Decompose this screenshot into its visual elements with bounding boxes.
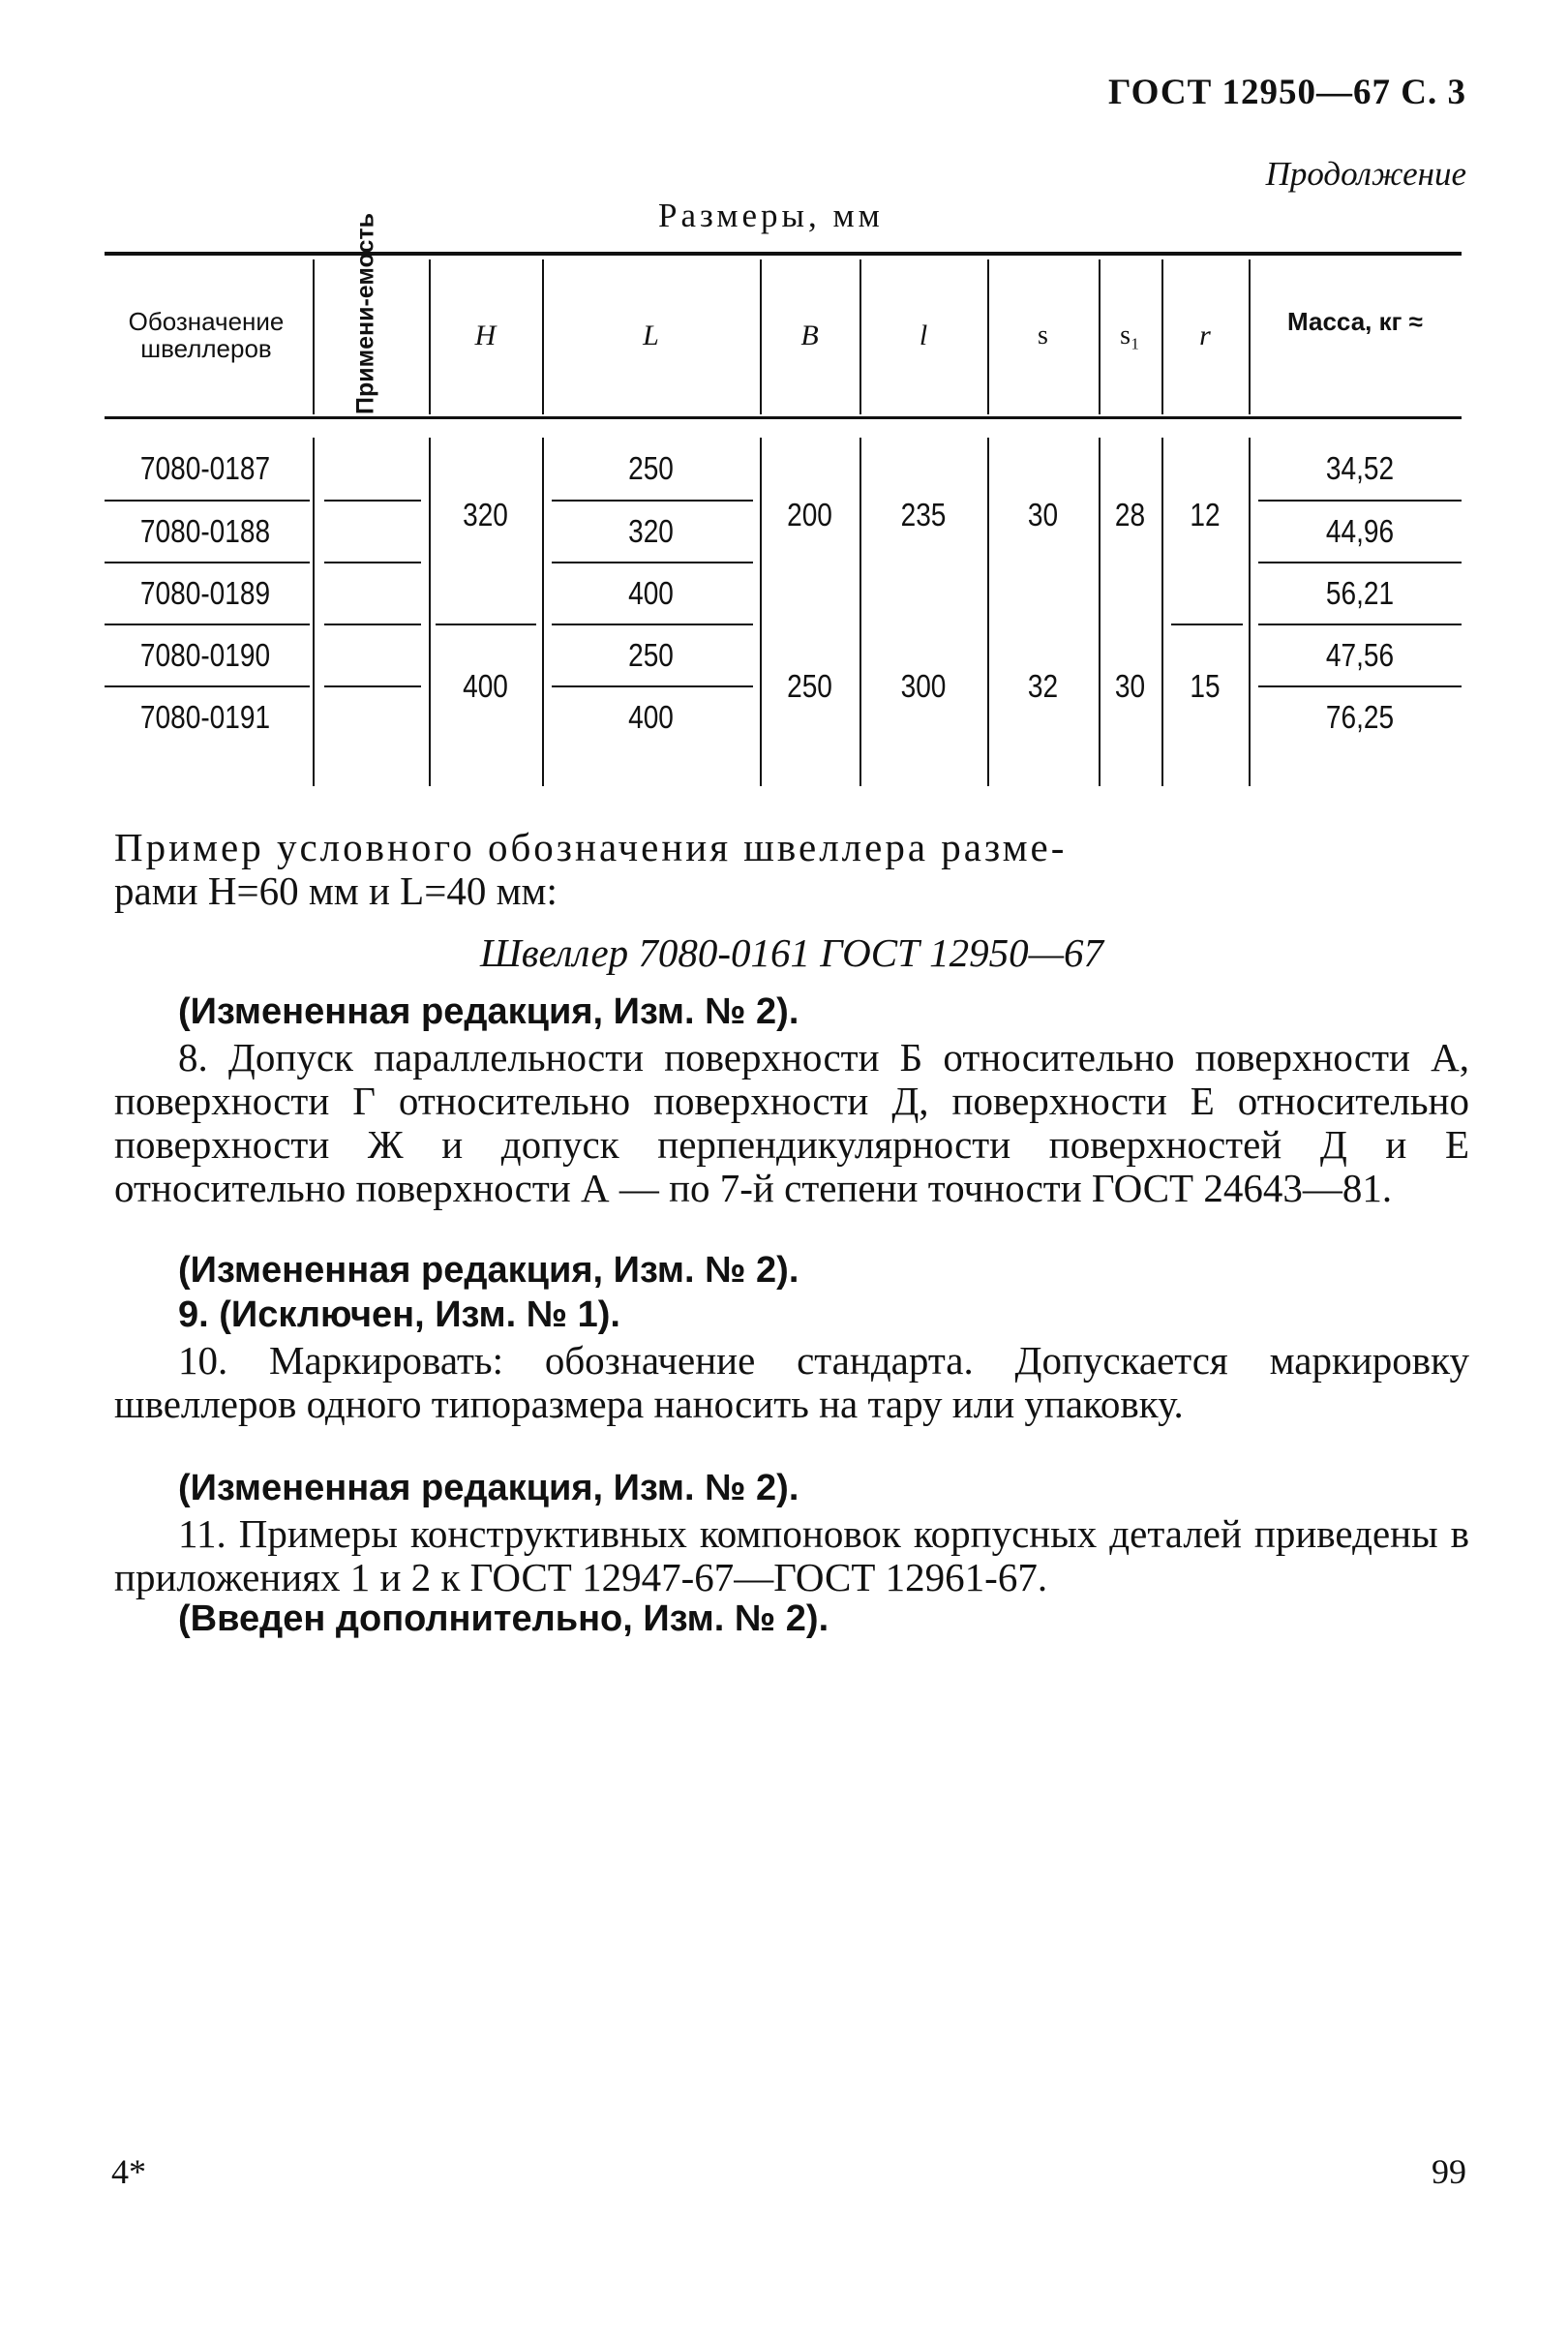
divider [1249,259,1251,414]
divider [313,438,315,786]
cell-mass: 47,56 [1325,637,1395,673]
item-9: 9. (Исключен, Изм. № 1). [178,1294,620,1335]
col-L-header: L [643,320,659,351]
cell-mass: 56,21 [1325,575,1395,611]
row-separator [324,500,421,502]
cell-H-group2: 400 [463,668,508,704]
cell-l-group2: 300 [900,668,947,704]
row-separator [552,500,753,502]
row-separator [324,624,421,625]
row-separator [1258,500,1462,502]
cell-mass: 44,96 [1325,513,1395,549]
row-separator [1171,624,1243,625]
example-designation: Швеллер 7080-0161 ГОСТ 12950—67 [479,930,1104,975]
cell-L: 400 [628,575,674,611]
row-separator [1258,685,1462,687]
page-number: 99 [1432,2152,1466,2191]
item-10: 10. Маркировать: обозначение стандарта. Допускается маркировку швеллеров одного типоразмера наносить на тару или упаковку. [114,1338,1469,1426]
row-separator [105,500,310,502]
divider [760,438,762,786]
col-mass-header: Масса, кг ≈ [1287,307,1423,336]
cell-B-group2: 250 [787,668,832,704]
cell-s-group2: 32 [1027,668,1059,704]
cell-s1-group2: 30 [1114,668,1146,704]
cell-s1-group1: 28 [1114,497,1146,532]
applicability-label: Примени-емость [351,213,379,414]
table-row-designation: 7080-0191 [139,699,271,735]
row-separator [552,624,753,625]
cell-L: 400 [628,699,674,735]
divider [429,438,431,786]
row-separator [436,624,536,625]
cell-L: 250 [628,450,674,486]
row-separator [324,685,421,687]
col-applicability-header [313,213,419,414]
item-11: 11. Примеры конструктивных компоновок корпусных деталей приведены в приложениях 1 и 2 к ГОСТ 12947-67—ГОСТ 12961-67. [114,1511,1469,1599]
continuation-label: Продолжение [1265,155,1466,193]
divider [987,438,989,786]
row-separator [324,562,421,563]
example-line-2: рами H=60 мм и L=40 мм: [114,868,558,913]
row-separator [105,562,310,563]
example-line-1: Пример условного обозначения швеллера разме- [114,825,1068,869]
item-8: 8. Допуск параллельности поверхности Б относительно поверхности А, поверхности Г относительно поверхности Д, поверхности Е относительно поверхности Ж и допуск перпендикулярности поверхностей Д и Е относительно поверхности А — по 7-й степени точности ГОСТ 24643—81. [114,1035,1469,1210]
cell-L: 250 [628,637,674,673]
cell-mass: 76,25 [1325,699,1395,735]
cell-L: 320 [628,513,674,549]
col-H-header: H [474,320,497,351]
divider [1249,438,1251,786]
cell-l-group1: 235 [900,497,947,532]
divider [859,438,861,786]
cell-s-group1: 30 [1027,497,1059,532]
col-s1-header: s₁ [1120,320,1140,350]
cell-r-group1: 12 [1190,497,1221,532]
amendment-note: (Измененная редакция, Изм. № 2). [178,991,799,1032]
table-row-designation: 7080-0189 [139,575,271,611]
table-top-rule [105,252,1462,256]
row-separator [105,685,310,687]
col-B-header: B [800,320,819,351]
table-row-designation: 7080-0187 [139,450,271,486]
footer-signature: 4* [111,2152,146,2191]
amendment-note: (Измененная редакция, Изм. № 2). [178,1468,799,1508]
divider [1161,438,1163,786]
amendment-note: (Введен дополнительно, Изм. № 2). [178,1598,829,1639]
col-r-header: r [1199,320,1211,351]
col-s-header: s [1038,320,1048,350]
divider [542,438,544,786]
cell-B-group1: 200 [787,497,832,532]
row-separator [105,624,310,625]
row-separator [1258,562,1462,563]
table-row-designation: 7080-0190 [139,637,271,673]
standard-header: ГОСТ 12950—67 С. 3 [1108,73,1466,112]
cell-H-group1: 320 [463,497,508,532]
row-separator [1258,624,1462,625]
table-row-designation: 7080-0188 [139,513,271,549]
cell-r-group2: 15 [1190,668,1221,704]
amendment-note: (Измененная редакция, Изм. № 2). [178,1250,799,1291]
cell-mass: 34,52 [1325,450,1395,486]
row-separator [552,562,753,563]
table-header-rule [105,416,1462,419]
col-designation-header: Обозначение швеллеров [128,307,285,363]
divider [1099,438,1101,786]
col-l-header: l [919,320,928,351]
row-separator [552,685,753,687]
sizes-caption: Размеры, мм [658,197,884,234]
